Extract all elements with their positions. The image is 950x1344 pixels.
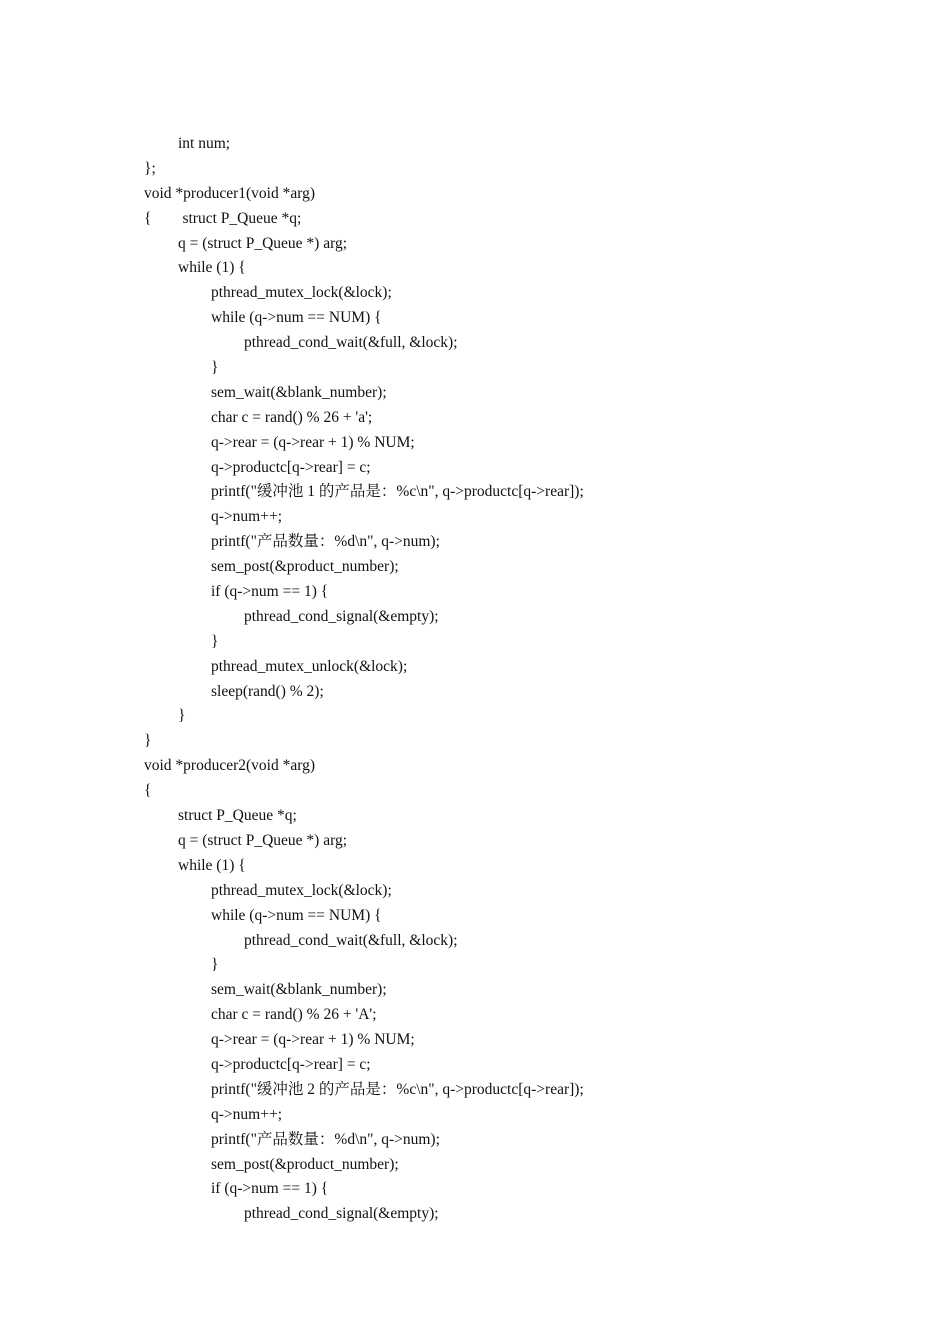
code-line: while (1) {	[178, 856, 246, 874]
code-line: pthread_mutex_unlock(&lock);	[211, 657, 408, 675]
code-line: printf("产品数量：%d\n", q->num);	[211, 1130, 440, 1148]
code-line: struct P_Queue *q;	[178, 807, 297, 825]
code-line: pthread_mutex_lock(&lock);	[211, 284, 392, 302]
code-line: char c = rand() % 26 + 'A';	[211, 1006, 377, 1024]
code-line: q = (struct P_Queue *) arg;	[178, 234, 348, 252]
code-line: }	[178, 707, 186, 725]
code-line: }	[211, 632, 219, 650]
code-line: };	[144, 159, 156, 177]
code-line: q->num++;	[211, 1105, 282, 1123]
code-line: sem_post(&product_number);	[211, 1155, 399, 1173]
code-line: char c = rand() % 26 + 'a';	[211, 408, 373, 426]
code-line: while (1) {	[178, 259, 246, 277]
code-line: q->rear = (q->rear + 1) % NUM;	[211, 1031, 415, 1049]
code-line: sem_wait(&blank_number);	[211, 383, 387, 401]
code-line: q->productc[q->rear] = c;	[211, 458, 371, 476]
code-line: }	[144, 732, 152, 750]
code-line: pthread_cond_wait(&full, &lock);	[244, 334, 458, 352]
code-line: }	[211, 956, 219, 974]
code-line: while (q->num == NUM) {	[211, 309, 382, 327]
code-line: if (q->num == 1) {	[211, 1180, 329, 1198]
code-line: q->num++;	[211, 508, 282, 526]
code-line: printf("产品数量：%d\n", q->num);	[211, 533, 440, 551]
code-line: q->productc[q->rear] = c;	[211, 1055, 371, 1073]
code-line: q->rear = (q->rear + 1) % NUM;	[211, 433, 415, 451]
code-line: printf("缓冲池 2 的产品是：%c\n", q->productc[q->rear]);	[211, 1080, 584, 1098]
code-line: sem_post(&product_number);	[211, 558, 399, 576]
code-line: void *producer2(void *arg)	[144, 757, 316, 775]
code-line: while (q->num == NUM) {	[211, 906, 382, 924]
code-line: { struct P_Queue *q;	[144, 209, 302, 227]
code-line: sem_wait(&blank_number);	[211, 981, 387, 999]
code-line: {	[144, 782, 152, 800]
code-line: int num;	[178, 135, 231, 152]
code-line: if (q->num == 1) {	[211, 583, 329, 601]
code-line: }	[211, 359, 219, 377]
code-line: void *producer1(void *arg)	[144, 184, 316, 202]
code-line: q = (struct P_Queue *) arg;	[178, 831, 348, 849]
code-line: printf("缓冲池 1 的产品是：%c\n", q->productc[q->rear]);	[211, 483, 584, 501]
code-line: pthread_cond_signal(&empty);	[244, 607, 439, 625]
code-line: pthread_cond_signal(&empty);	[244, 1205, 439, 1223]
code-line: pthread_cond_wait(&full, &lock);	[244, 931, 458, 949]
code-listing	[144, 132, 584, 1227]
code-line: sleep(rand() % 2);	[211, 682, 324, 700]
code-line: pthread_mutex_lock(&lock);	[211, 881, 392, 899]
